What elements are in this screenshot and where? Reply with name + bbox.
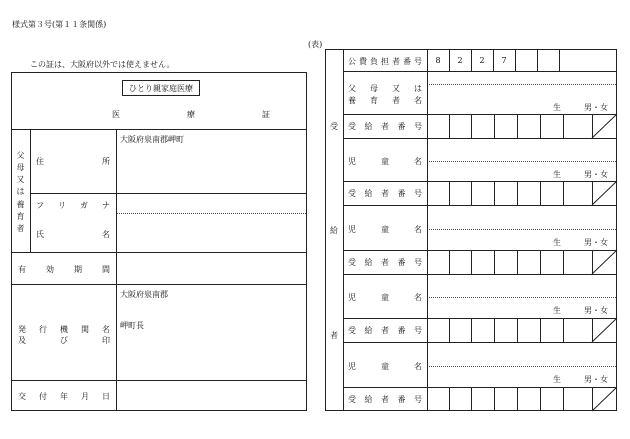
gender-option: 男・女 <box>584 238 608 247</box>
recipient-number-label: 受 給 者 番 号 <box>348 122 422 131</box>
payer-digit: 2 <box>479 55 485 65</box>
birth-suffix: 生 <box>553 103 561 112</box>
gender-option: 男・女 <box>584 170 608 179</box>
gender-option: 男・女 <box>584 306 608 315</box>
parent-group-label: 父 母 又 は 養 育 者 <box>16 151 25 233</box>
gender-option: 男・女 <box>584 375 608 384</box>
payer-digit: 2 <box>457 55 463 65</box>
birth-suffix: 生 <box>553 375 561 384</box>
birth-suffix: 生 <box>553 306 561 315</box>
payer-number-label: 公 費 負 担 者 番 号 <box>348 57 422 66</box>
payer-digit: 8 <box>435 55 441 65</box>
birth-suffix: 生 <box>553 170 561 179</box>
recipient-group-char-3: 者 <box>330 331 338 340</box>
issuer-label-line1: 発 行 機 関 名 <box>18 325 110 334</box>
issuer-value-line2: 岬町長 <box>120 321 144 330</box>
address-value: 大阪府泉南郡岬町 <box>120 135 184 144</box>
child-name-label: 児 童 名 <box>348 362 422 371</box>
payer-digit: 7 <box>501 55 507 65</box>
issuer-label-line2: 及 び 印 <box>18 336 110 345</box>
issue-date-label: 交 付 年 月 日 <box>18 392 110 401</box>
issuer-value-line1: 大阪府泉南郡 <box>120 290 168 299</box>
recipient-number-label: 受 給 者 番 号 <box>348 395 422 404</box>
furigana-label: フ リ ガ ナ <box>36 201 110 210</box>
notice-text: この証は、大阪府以外では使えません。 <box>30 60 175 69</box>
recipient-number-label: 受 給 者 番 号 <box>348 326 422 335</box>
form-number: 様式第３号(第１１条関係) <box>12 20 107 29</box>
gender-option: 男・女 <box>584 103 608 112</box>
address-label: 住 所 <box>36 157 110 166</box>
child-name-label: 児 童 名 <box>348 157 422 166</box>
guardian-name-label-line1: 父 母 又 は <box>348 84 422 93</box>
name-label: 氏 名 <box>36 230 110 239</box>
recipient-number-label: 受 給 者 番 号 <box>348 189 422 198</box>
recipient-group-char-2: 給 <box>330 226 338 235</box>
birth-suffix: 生 <box>553 238 561 247</box>
side-label: (表) <box>308 40 323 49</box>
validity-label: 有 効 期 間 <box>18 265 110 274</box>
guardian-name-label-line2: 養 育 者 名 <box>348 96 422 105</box>
recipient-group-char-1: 受 <box>330 122 338 131</box>
card-subtitle: 医 療 証 <box>112 109 270 119</box>
child-name-label: 児 童 名 <box>348 293 422 302</box>
child-name-label: 児 童 名 <box>348 225 422 234</box>
recipient-number-label: 受 給 者 番 号 <box>348 258 422 267</box>
card-type-badge-text: ひとり親家庭医療 <box>129 83 193 93</box>
